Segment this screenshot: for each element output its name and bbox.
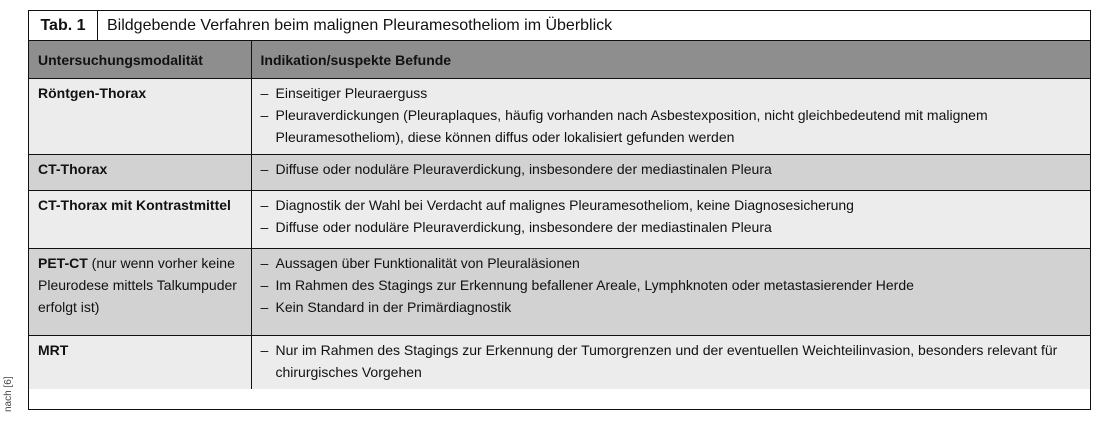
header-row	[29, 41, 1090, 79]
source-note: nach [6]	[3, 376, 14, 412]
modality-name: CT-Thorax	[38, 161, 108, 177]
finding-item: – Kein Standard in der Primärdiagnostik	[261, 296, 1079, 318]
finding-item: – Einseitiger Pleuraerguss	[261, 82, 1079, 104]
findings-list	[261, 194, 1079, 238]
finding-item: – Im Rahmen des Stagings zur Erkennung befallener Areale, Lymphknoten oder metastasierender Herde	[261, 274, 1079, 296]
modality-note: (nur wenn vorher keine Pleurodese mittels Talkumpuder erfolgt ist)	[38, 255, 237, 315]
table-number: Tab. 1	[29, 11, 98, 40]
modality-name: Röntgen-Thorax	[38, 85, 147, 101]
table-row	[29, 249, 1090, 336]
finding-item: – Diagnostik der Wahl bei Verdacht auf malignes Pleuramesotheliom, keine Diagnosesicherung	[261, 194, 1079, 216]
header-modality: Untersuchungsmodalität	[29, 41, 251, 79]
modality-name: PET-CT	[38, 255, 88, 271]
modality-cell	[29, 191, 251, 249]
findings-list	[261, 158, 1079, 180]
findings-cell	[251, 79, 1090, 155]
table-row	[29, 79, 1090, 155]
finding-item: – Diffuse oder noduläre Pleuraverdickung, insbesondere der mediastinalen Pleura	[261, 158, 1079, 180]
findings-list	[261, 252, 1079, 318]
modality-cell	[29, 79, 251, 155]
finding-item: – Nur im Rahmen des Stagings zur Erkennung der Tumorgrenzen und der eventuellen Weichteilinvasion, besonders relevant für chirurgisches Vorgehen	[261, 339, 1079, 383]
findings-list	[261, 339, 1079, 383]
modality-cell	[29, 155, 251, 191]
findings-cell	[251, 155, 1090, 191]
finding-item: – Aussagen über Funktionalität von Pleuraläsionen	[261, 252, 1079, 274]
findings-cell	[251, 249, 1090, 336]
table-body	[29, 41, 1090, 389]
table-row	[29, 191, 1090, 249]
table-title-row	[29, 11, 1090, 41]
table-row	[29, 155, 1090, 191]
modality-name: MRT	[38, 342, 69, 358]
finding-item: – Diffuse oder noduläre Pleuraverdickung, insbesondere der mediastinalen Pleura	[261, 216, 1079, 238]
imaging-table	[28, 10, 1091, 410]
modality-name: CT-Thorax mit Kontrastmittel	[38, 197, 231, 213]
findings-cell	[251, 336, 1090, 390]
findings-list	[261, 82, 1079, 148]
modality-cell	[29, 336, 251, 390]
finding-item: – Pleuraverdickungen (Pleuraplaques, häufig vorhanden nach Asbestexposition, nicht gleichbedeutend mit malignem Pleuramesotheliom), diese können diffus oder lokalisiert gefunden werden	[261, 104, 1079, 148]
table-row	[29, 336, 1090, 390]
modality-cell	[29, 249, 251, 336]
findings-cell	[251, 191, 1090, 249]
header-findings: Indikation/suspekte Befunde	[251, 41, 1090, 79]
table-title: Bildgebende Verfahren beim malignen Pleuramesotheliom im Überblick	[107, 16, 613, 34]
